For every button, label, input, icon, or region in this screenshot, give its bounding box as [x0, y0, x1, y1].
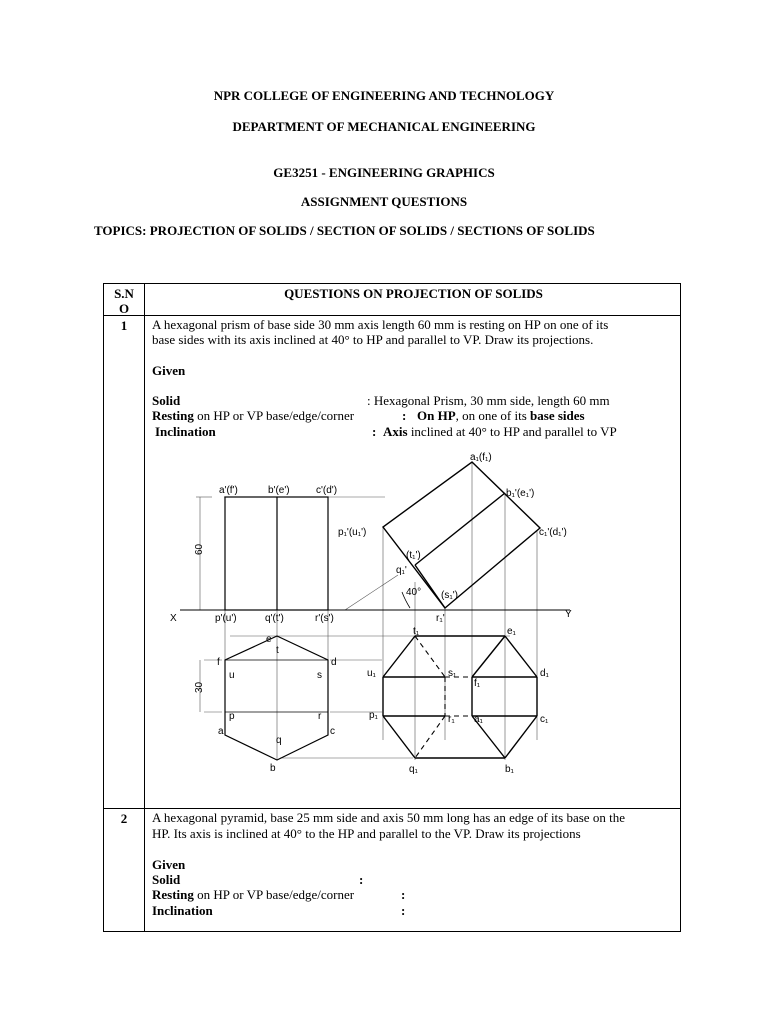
- label-plan: e: [266, 634, 272, 645]
- label-final-plan: a₁: [474, 714, 483, 725]
- q1-resting-colon: :: [402, 408, 407, 423]
- q2-text-line2: HP. Its axis is inclined at 40° to the HP and parallel to the VP. Draw its projections: [152, 826, 581, 841]
- q1-solid-value: : Hexagonal Prism, 30 mm side, length 60 mm: [367, 393, 610, 408]
- y-label: Y: [565, 609, 572, 620]
- label-final-plan: t₁: [413, 626, 420, 637]
- question-number-1: 1: [120, 318, 128, 333]
- q2-inclination-label: Inclination: [152, 903, 213, 918]
- label-plan: a: [218, 726, 224, 737]
- x-label: X: [170, 613, 177, 624]
- label-tilted: b₁'(e₁'): [506, 488, 535, 499]
- dimension-60: 60: [194, 543, 205, 555]
- q1-given-label: Given: [152, 363, 186, 378]
- label-final-plan: q₁: [409, 764, 418, 775]
- label-tilted: p₁'(u₁'): [338, 527, 367, 538]
- q1-resting-label: Resting on HP or VP base/edge/corner: [152, 408, 355, 423]
- questions-header: QUESTIONS ON PROJECTION OF SOLIDS: [284, 286, 543, 301]
- document-type: ASSIGNMENT QUESTIONS: [300, 194, 468, 209]
- q1-solid-label: Solid: [152, 393, 181, 408]
- label-tilted: (s₁'): [441, 590, 458, 601]
- q1-inclination-value: Axis inclined at 40° to HP and parallel to VP: [383, 424, 617, 439]
- label-front: a'(f'): [219, 485, 238, 496]
- label-plan: s: [317, 670, 322, 681]
- label-final-plan: f₁: [474, 678, 481, 689]
- label-plan: c: [330, 726, 335, 737]
- label-final-plan: d₁: [540, 668, 549, 679]
- dimension-30: 30: [194, 681, 205, 693]
- label-tilted: (t₁'): [406, 550, 421, 561]
- label-plan: p: [229, 711, 235, 722]
- label-plan: f: [217, 657, 220, 668]
- q1-resting-value: On HP, on one of its base sides: [417, 408, 585, 423]
- label-final-plan: p₁: [369, 710, 378, 721]
- label-final-plan: b₁: [505, 764, 514, 775]
- label-final-plan: c₁: [540, 714, 549, 725]
- label-front: c'(d'): [316, 485, 338, 496]
- college-name: NPR COLLEGE OF ENGINEERING AND TECHNOLOGY: [213, 88, 555, 103]
- q1-inclination-label: Inclination: [155, 424, 216, 439]
- question-number-2: 2: [120, 811, 128, 826]
- q2-inclination-colon: :: [401, 903, 406, 918]
- label-final-plan: e₁: [507, 626, 516, 637]
- label-front: b'(e'): [268, 485, 290, 496]
- topics-line: TOPICS: PROJECTION OF SOLIDS / SECTION OF SOLIDS / SECTIONS OF SOLIDS: [94, 223, 595, 238]
- label-plan: r: [318, 711, 322, 722]
- label-plan: u: [229, 670, 235, 681]
- sno-header: S.N O: [114, 286, 134, 316]
- label-tilted: q₁': [396, 565, 407, 576]
- label-plan: t: [276, 645, 279, 656]
- department-name: DEPARTMENT OF MECHANICAL ENGINEERING: [232, 119, 536, 134]
- label-front: r'(s'): [315, 613, 334, 624]
- q1-text-line1: A hexagonal prism of base side 30 mm axis length 60 mm is resting on HP on one of its: [152, 317, 609, 332]
- course-title: GE3251 - ENGINEERING GRAPHICS: [273, 165, 495, 180]
- q2-resting-label: Resting on HP or VP base/edge/corner: [152, 887, 355, 902]
- q1-text-line2: base sides with its axis inclined at 40° to HP and parallel to VP. Draw its projections.: [152, 332, 594, 347]
- q2-given-label: Given: [152, 857, 186, 872]
- label-front: q'(t'): [265, 613, 284, 624]
- label-tilted: r₁': [436, 613, 445, 624]
- label-plan: b: [270, 763, 276, 774]
- q2-solid-colon: :: [359, 872, 364, 887]
- label-final-plan: s₁: [448, 668, 457, 679]
- q2-text-line1: A hexagonal pyramid, base 25 mm side and axis 50 mm long has an edge of its base on the: [152, 810, 625, 825]
- label-plan: q: [276, 735, 282, 746]
- label-final-plan: r₁: [448, 714, 455, 725]
- label-front: p'(u'): [215, 613, 237, 624]
- q1-inclination-colon: :: [372, 424, 377, 439]
- q2-solid-label: Solid: [152, 872, 181, 887]
- label-tilted: c₁'(d₁'): [539, 527, 567, 538]
- label-final-plan: u₁: [367, 668, 376, 679]
- q2-resting-colon: :: [401, 887, 406, 902]
- label-plan: d: [331, 657, 337, 668]
- label-tilted: a₁(f₁): [470, 452, 492, 463]
- angle-label: 40°: [406, 587, 422, 598]
